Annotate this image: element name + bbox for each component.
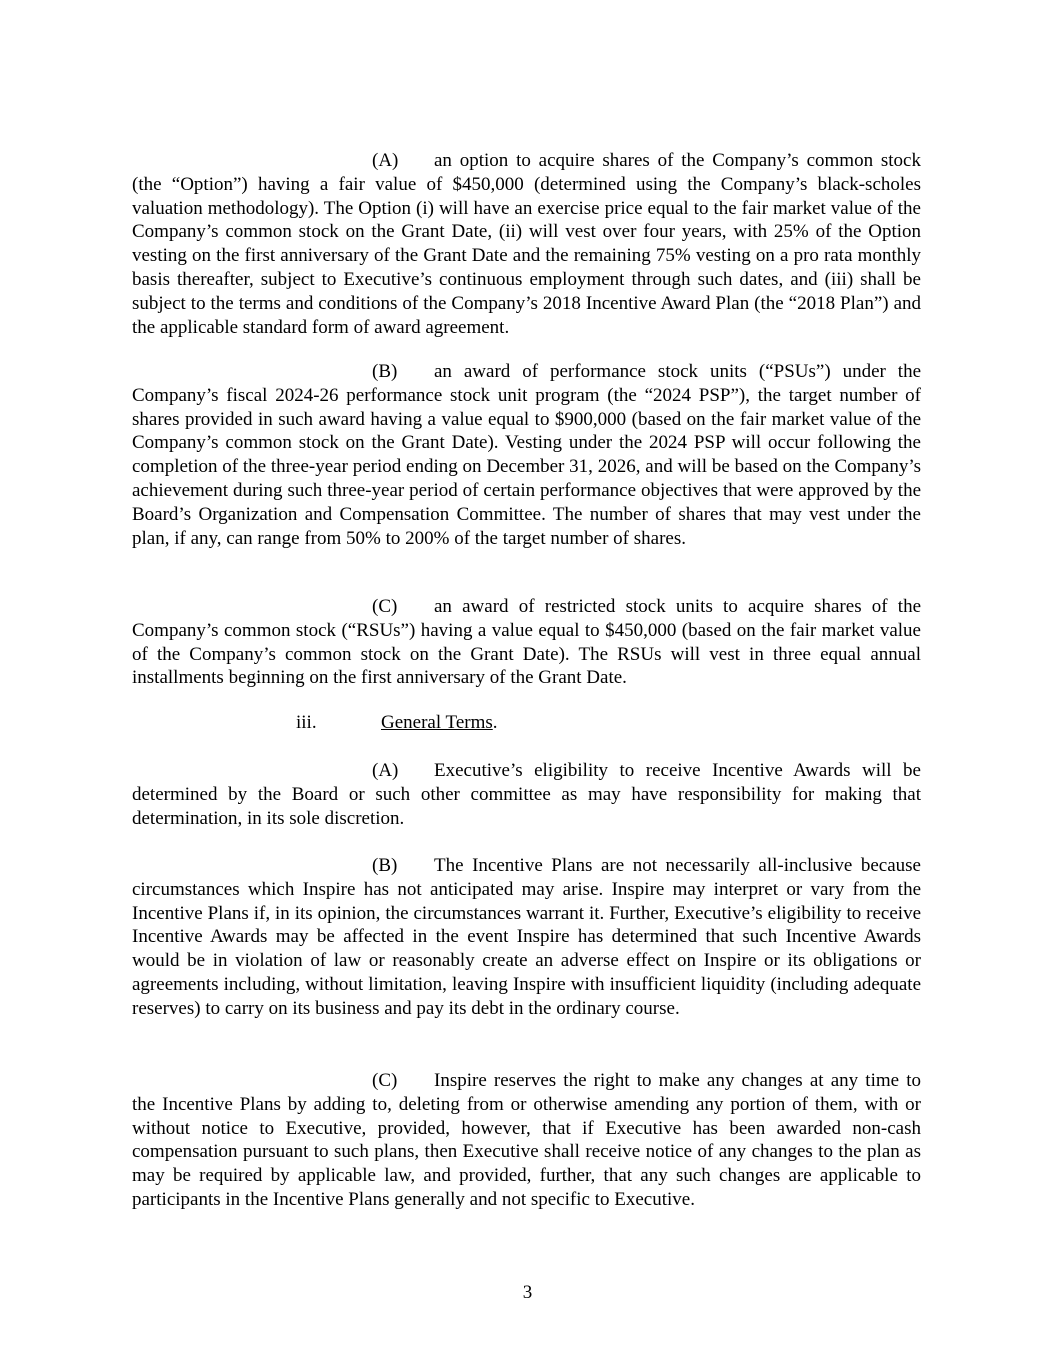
rsu-award-paragraph [132,595,921,690]
paragraph-text: The Incentive Plans are not necessarily all-inclusive because circumstances which Inspire has not anticipated may arise. Inspire may interpret or vary from the Incentive Plans if, in its opinion, the circumstances warrant it. Further, Executive’s eligibility to receive Incentive Awards may be affected in the event Inspire has determined that such Incentive Awards would be in violation of law or reasonably create an adverse effect on Inspire or its obligations or agreements including, without limitation, leaving Inspire with insufficient liquidity (including adequate reserves) to carry on its business and pay its debt in the ordinary course. [132,855,921,1019]
paragraph-text: an option to acquire shares of the Company’s common stock (the “Option”) having a fair value of $450,000 (determined using the Company’s black-scholes valuation methodology). The Option (i) will have an exercise price equal to the fair market value of the Company’s common stock on the Grant Date, (ii) will vest over four years, with 25% of the Option vesting on the first anniversary of the Grant Date and the remaining 75% vesting on a pro rata monthly basis thereafter, subject to Executive’s continuous employment through such dates, and (iii) shall be subject to the terms and conditions of the Company’s 2018 Incentive Award Plan (the “2018 Plan”) and the applicable standard form of award agreement. [132,150,921,338]
paragraph-text: Inspire reserves the right to make any changes at any time to the Incentive Plans by adding to, deleting from or otherwise amending any portion of them, with or without notice to Executive, provided, however, that if Executive has been awarded non-cash compensation pursuant to such plans, then Executive shall receive notice of any changes to the plan as may be required by applicable law, and provided, further, that any such changes are applicable to participants in the Incentive Plans generally and not specific to Executive. [132,1070,921,1210]
section-period: . [492,712,498,733]
paragraph-label: (A) [372,150,399,171]
page-number: 3 [522,1282,533,1303]
paragraph-label: (A) [372,760,399,781]
option-award-paragraph [132,149,921,339]
eligibility-paragraph [132,759,921,830]
paragraph-label: (B) [372,855,398,876]
paragraph-text: an award of performance stock units (“PSUs”) under the Company’s fiscal 2024-26 performance stock unit program (the “2024 PSP”), the target number of shares provided in such award having a value equal to $900,000 (based on the fair market value of the Company’s common stock on the Grant Date). Vesting under the 2024 PSP will occur following the completion of the three-year period ending on December 31, 2026, and will be based on the Company’s achievement during such three-year period of certain performance objectives that were approved by the Board’s Organization and Compensation Committee. The number of shares that may vest under the plan, if any, can range from 50% to 200% of the target number of shares. [132,361,921,549]
paragraph-label: (B) [372,361,398,382]
paragraph-label: (C) [372,1070,398,1091]
paragraph-text: an award of restricted stock units to acquire shares of the Company’s common stock (“RSUs”) having a value equal to $450,000 (based on the fair market value of the Company’s common stock on the Grant Date). The RSUs will vest in three equal annual installments beginning on the first anniversary of the Grant Date. [132,596,921,689]
section-number: iii. [296,712,317,733]
paragraph-text: Executive’s eligibility to receive Incentive Awards will be determined by the Board or such other committee as may have responsibility for making that determination, in its sole discretion. [132,760,921,829]
section-heading [296,711,498,735]
changes-paragraph [132,1069,921,1212]
inclusivity-paragraph [132,854,921,1021]
paragraph-label: (C) [372,596,398,617]
psu-award-paragraph [132,360,921,550]
section-title: General Terms [381,712,493,733]
